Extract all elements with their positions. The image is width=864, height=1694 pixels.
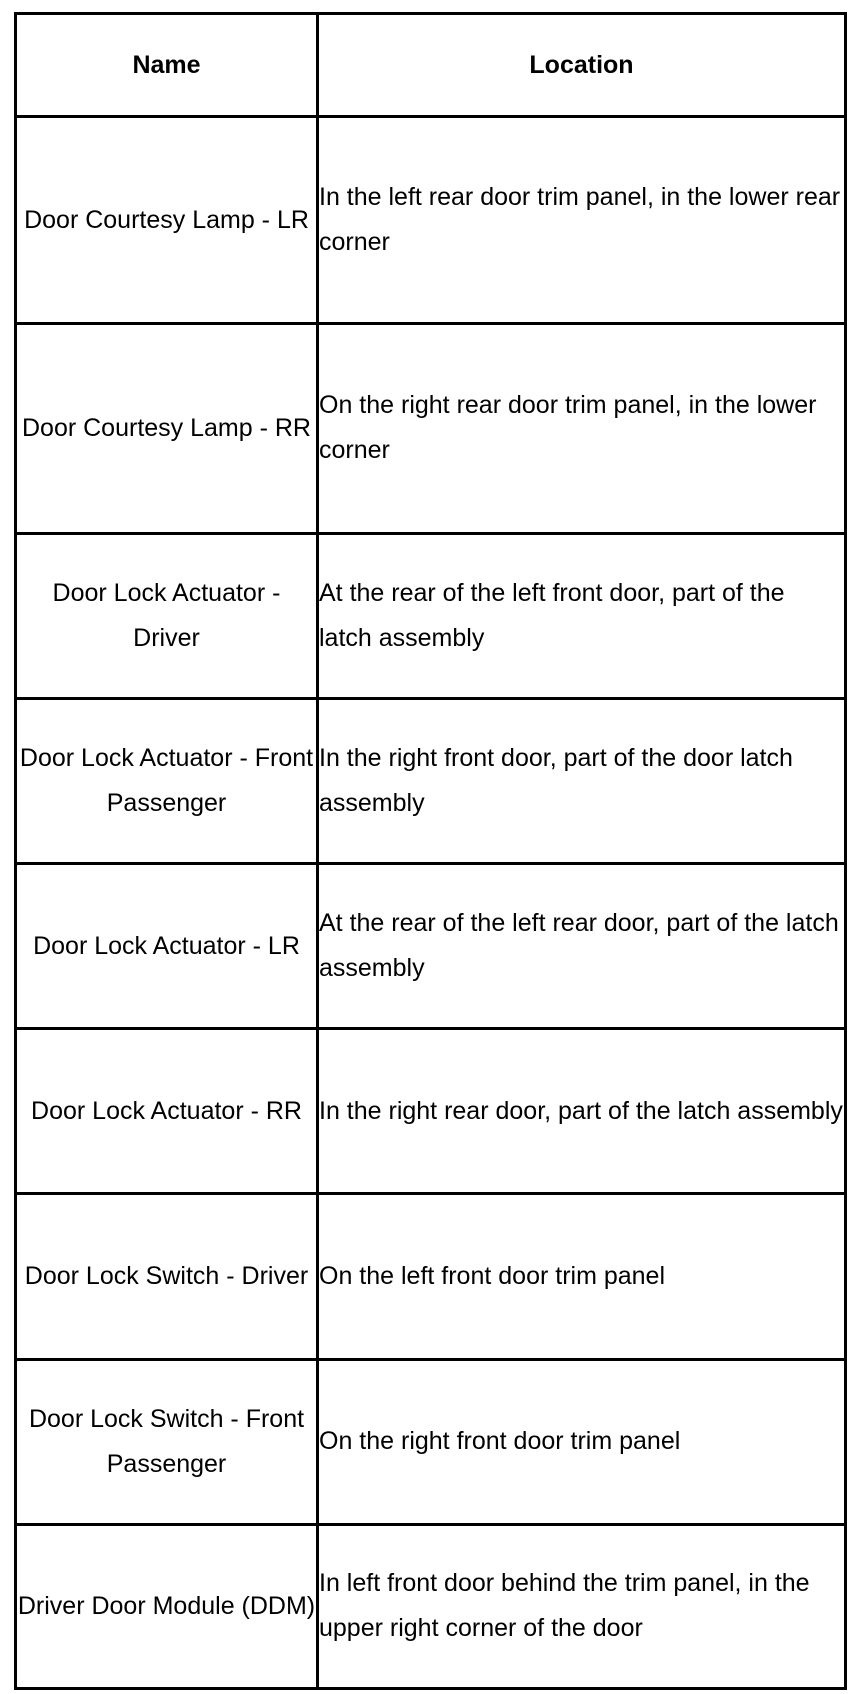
table-row (16, 533, 846, 698)
table-header-row (16, 14, 846, 117)
location-column-header: Location (318, 14, 846, 117)
component-name: Driver Door Module (DDM) (16, 1524, 318, 1688)
component-name: Door Courtesy Lamp - RR (16, 324, 318, 533)
component-location-table (14, 12, 847, 1690)
component-name: Door Lock Actuator - Driver (16, 533, 318, 698)
component-location: On the right rear door trim panel, in the lower corner (318, 324, 846, 533)
table-row (16, 324, 846, 533)
table-row (16, 1524, 846, 1688)
component-location: On the left front door trim panel (318, 1194, 846, 1359)
table-row (16, 1359, 846, 1524)
component-location: On the right front door trim panel (318, 1359, 846, 1524)
component-location: In the left rear door trim panel, in the lower rear corner (318, 117, 846, 324)
component-location: In the right front door, part of the door latch assembly (318, 698, 846, 863)
table-row (16, 1194, 846, 1359)
component-name: Door Lock Actuator - RR (16, 1029, 318, 1194)
component-name: Door Lock Switch - Front Passenger (16, 1359, 318, 1524)
table-row (16, 863, 846, 1028)
component-location: At the rear of the left rear door, part of the latch assembly (318, 863, 846, 1028)
table-row (16, 117, 846, 324)
component-name: Door Courtesy Lamp - LR (16, 117, 318, 324)
component-location: In left front door behind the trim panel, in the upper right corner of the door (318, 1524, 846, 1688)
table-row (16, 1029, 846, 1194)
table-row (16, 698, 846, 863)
component-name: Door Lock Actuator - LR (16, 863, 318, 1028)
component-name: Door Lock Actuator - Front Passenger (16, 698, 318, 863)
component-location: At the rear of the left front door, part of the latch assembly (318, 533, 846, 698)
component-location: In the right rear door, part of the latch assembly (318, 1029, 846, 1194)
name-column-header: Name (16, 14, 318, 117)
component-name: Door Lock Switch - Driver (16, 1194, 318, 1359)
